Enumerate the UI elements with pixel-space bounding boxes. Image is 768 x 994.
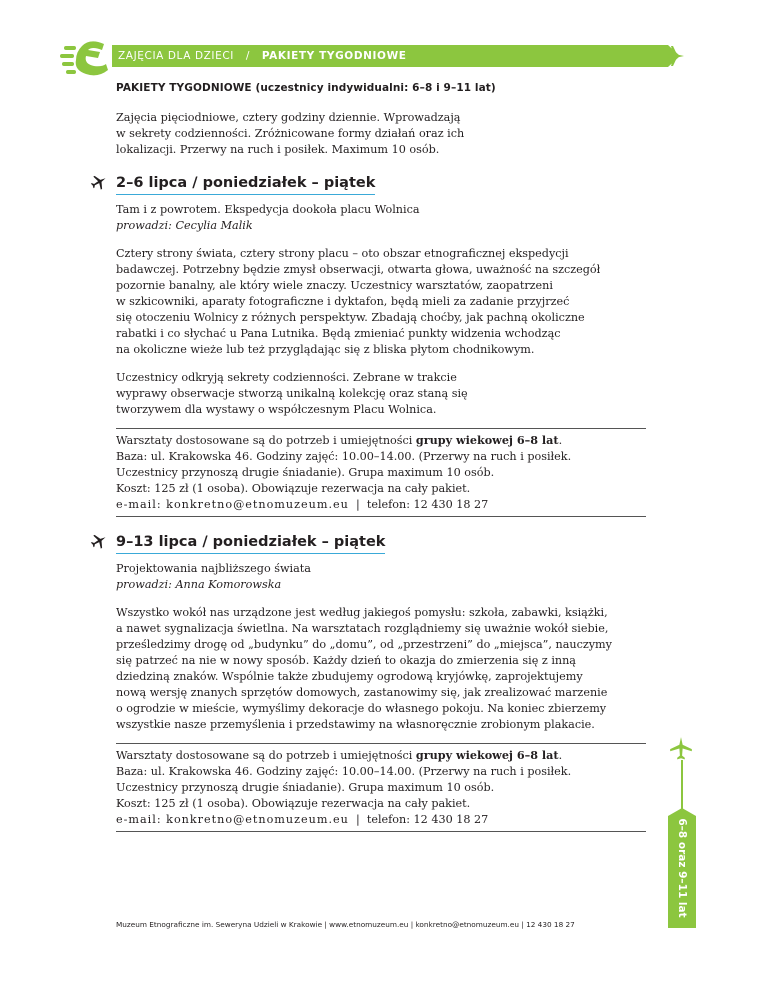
header-breadcrumb — [118, 50, 407, 62]
week-2-leader: prowadzi: Anna Komorowska — [116, 578, 282, 591]
week-1-subtitle-block — [116, 202, 646, 234]
phone-text: | telefon: 12 430 18 27 — [348, 813, 489, 826]
week-2-header — [116, 531, 646, 554]
week-1-description: Cztery strony świata, cztery strony placu – oto obszar etnograficznej ekspedycji badawczej. Potrzebny będzie zmysł obserwacji, otwarta głowa, uważność na szczegół pozornie banalny, ale który wiele znaczy. Uczestnicy warsztatów, zaopatrzeni w szkicowniki, aparaty fotograficzne i dyktafon, będą mieli za zadanie przyjrzeć się otoczeniu Wolnicy z różnych perspektyw. Zbadają choćby, jak pachną okoliczne rabatki i co słychać u Pana Lutnika. Będą zmieniać punkty widzenia wchodząc na okoliczne wieże lub też przyglądając się z bliska płytom chodnikowym. — [116, 247, 601, 356]
breadcrumb-category: ZAJĘCIA DLA DZIECI — [118, 50, 234, 62]
airplane-icon — [90, 173, 108, 191]
email-link[interactable]: e-mail: konkretno@etnomuzeum.eu — [116, 813, 349, 826]
week-2-info-box: Warsztaty dostosowane są do potrzeb i umiejętności grupy wiekowej 6–8 lat. Baza: ul. Krakowska 46. Godziny zajęć: 10.00–14.00. (Przerwy na ruch i posiłek. Uczestnicy przynoszą drugie śniadanie). Grupa maximum 10 osób. Koszt: 125 zł (1 osoba). Obowiązuje rezerwacja na cały pakiet. e-mail: konkretno@etnomuzeum.eu | telefon: 12 430 18 27 — [116, 743, 646, 832]
week-1-date: 2–6 lipca / poniedziałek – piątek — [116, 175, 375, 195]
week-2-description: Wszystko wokół nas urządzone jest według jakiegoś pomysłu: szkoła, zabawki, książki, a nawet sygnalizacja świetlna. Na warsztatach rozglądniemy się uważnie wokół siebie, prześledzimy drogę od „budynku” do „domu”, od „przestrzeni” do „miejsca”, nauczymy się patrzeć na nie w nowy sposób. Każdy dzień to okazja do zmierzenia się z inną dziedziną znaków. Wspólnie także zbudujemy ogrodową kryjówkę, zaprojektujemy nową wersję znanych sprzętów domowych, zastanowimy się, jak zrealizować marzenie o ogrodzie w mieście, wymyślimy dekoracje do własnego pokoju. Na koniec zbierzemy wszystkie nasze przemyślenia i przedstawimy na własnoręcznie zrobionym plakacie. — [116, 606, 612, 731]
page-title: PAKIETY TYGODNIOWE (uczestnicy indywidualni: 6–8 i 9–11 lat) — [116, 82, 496, 94]
breadcrumb-section: PAKIETY TYGODNIOWE — [261, 50, 407, 62]
phone-text: | telefon: 12 430 18 27 — [348, 498, 489, 511]
week-1-header — [116, 172, 646, 195]
main-content — [116, 80, 646, 832]
airplane-icon — [662, 44, 686, 68]
week-1-info-box: Warsztaty dostosowane są do potrzeb i umiejętności grupy wiekowej 6–8 lat. Baza: ul. Krakowska 46. Godziny zajęć: 10.00–14.00. (Przerwy na ruch i posiłek. Uczestnicy przynoszą drugie śniadanie). Grupa maximum 10 osób. Koszt: 125 zł (1 osoba). Obowiązuje rezerwacja na cały pakiet. e-mail: konkretno@etnomuzeum.eu | telefon: 12 430 18 27 — [116, 428, 646, 517]
week-2-subtitle: Projektowania najbliższego świata — [116, 562, 311, 575]
week-1-leader: prowadzi: Cecylia Malik — [116, 219, 253, 232]
week-1-subtitle: Tam i z powrotem. Ekspedycja dookoła placu Wolnica — [116, 203, 420, 216]
intro-text: Zajęcia pięciodniowe, cztery godziny dziennie. Wprowadzają w sekrety codzienności. Zróżnicowane formy działań oraz ich lokalizacji. Przerwy na ruch i posiłek. Maximum 10 osób. — [116, 111, 465, 156]
side-tab-line — [681, 760, 683, 810]
airplane-icon — [668, 735, 694, 761]
week-1-description-2: Uczestnicy odkryją sekrety codzienności. Zebrane w trakcie wyprawy obserwacje stworzą unikalną kolekcję oraz staną się tworzywem dla wystawy o współczesnym Placu Wolnica. — [116, 371, 468, 416]
email-link[interactable]: e-mail: konkretno@etnomuzeum.eu — [116, 498, 349, 511]
airplane-icon — [90, 532, 108, 550]
week-2-subtitle-block — [116, 561, 646, 593]
logo-icon — [60, 40, 116, 80]
footer: Muzeum Etnograficzne im. Seweryna Udzieli w Krakowie | www.etnomuzeum.eu | konkretno@etnomuzeum.eu | 12 430 18 27 — [116, 920, 575, 929]
breadcrumb-separator: / — [245, 50, 250, 62]
week-2-date: 9–13 lipca / poniedziałek – piątek — [116, 534, 385, 554]
age-group-label: 6–8 oraz 9–11 lat — [676, 818, 688, 918]
